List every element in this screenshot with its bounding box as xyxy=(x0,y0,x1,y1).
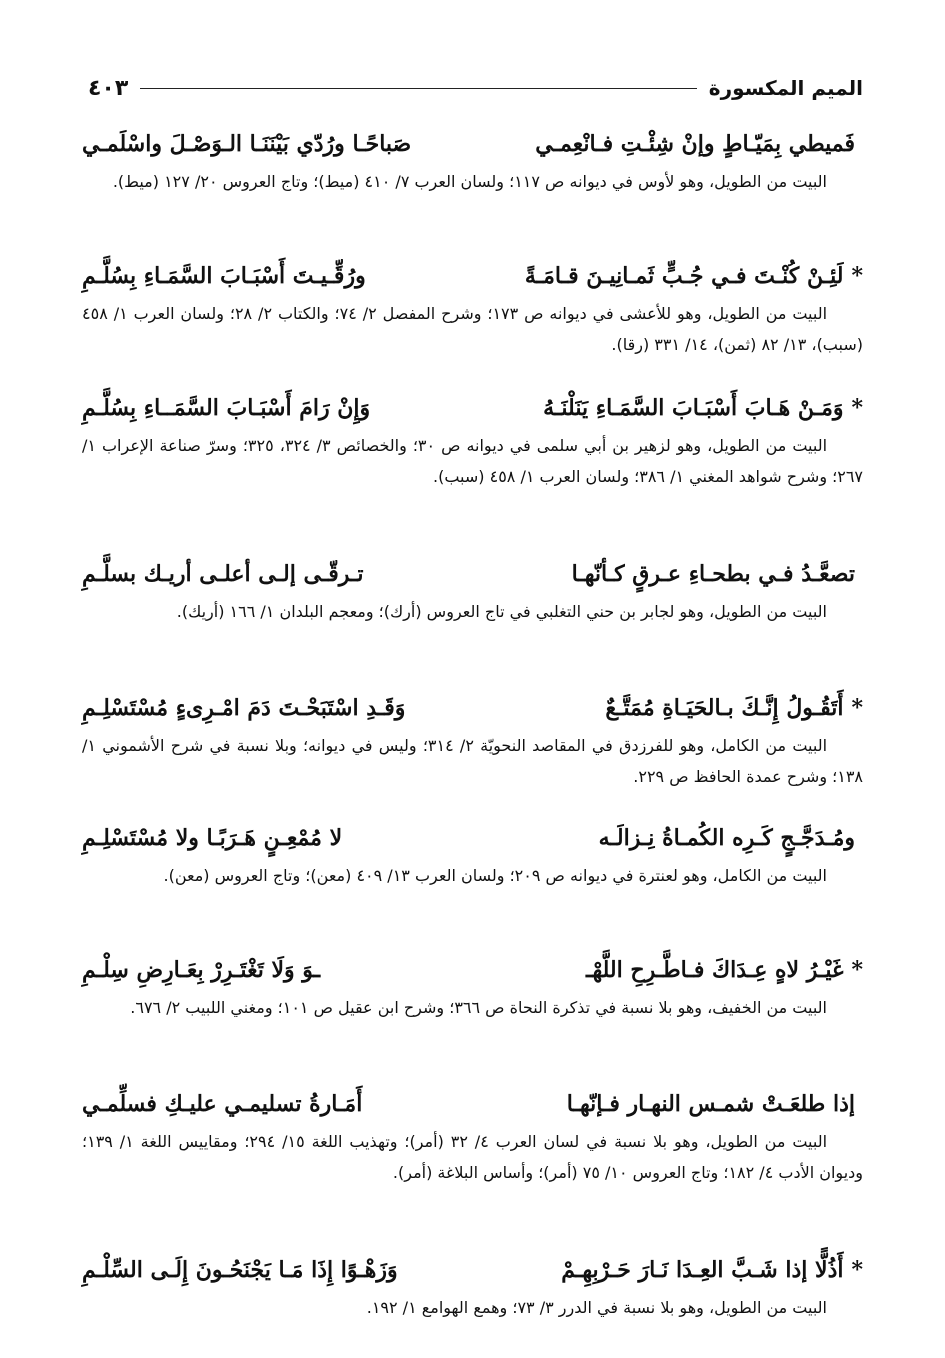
second-hemistich: وَقَـدِ اسْتَبَحْـتَ دَمَ امْـرِىءٍ مُسْتَسْلِـمِ xyxy=(82,695,406,721)
second-hemistich: لا مُمْعِـنٍ هَـرَبًـا ولا مُسْتَسْلِـمِ xyxy=(82,825,343,851)
chapter-title: الميم المكسورة xyxy=(708,76,863,100)
verse-line xyxy=(82,254,863,298)
first-hemistich: لَئِـنْ كُنْـتَ فـي جُـبٍّ ثَمـانِيـنَ قـامَـةً xyxy=(524,263,844,289)
verse-line xyxy=(82,1082,863,1126)
verse-entry xyxy=(82,386,863,552)
first-hemistich: أَذُلًّا إذا شَـبَّ العِـدَا نَـارَ حَـرْبِهِـمْ xyxy=(561,1257,844,1283)
page-number: ٤٠٣ xyxy=(88,75,129,101)
verse-entry xyxy=(82,948,863,1082)
running-header xyxy=(88,68,863,108)
verse-note: البيت من الكامل، وهو للفرزدق في المقاصد النحويّة ٢/ ٣١٤؛ وليس في ديوانه؛ وبلا نسبة في شرح الأشموني ١/ ١٣٨؛ وشرح عمدة الحافظ ص ٢٢٩. xyxy=(82,736,863,786)
verse-entry xyxy=(82,552,863,686)
verse-note: البيت من الطويل، وهو لأوس في ديوانه ص ١١٧؛ ولسان العرب ٧/ ٤١٠ (ميط)؛ وتاج العروس ٢٠/ ١٢٧ (ميط). xyxy=(112,172,827,191)
first-hemistich: إذا طلعَـتْ شمـس النهـار فـإنّهـا xyxy=(566,1091,855,1117)
verse-line xyxy=(82,816,863,860)
verse-line xyxy=(82,122,863,166)
verse-entry xyxy=(82,254,863,386)
first-hemistich: وَمَـنْ هَـابَ أَسْبَـابَ السَّمَـاءِ يَنَلْنَـهُ xyxy=(543,395,844,421)
header-rule xyxy=(140,88,697,89)
verse-marker: * xyxy=(851,957,863,983)
verse-note: البيت من الكامل، وهو لعنترة في ديوانه ص ٢٠٩؛ ولسان العرب ١٣/ ٤٠٩ (معن)؛ وتاج العروس (معن). xyxy=(163,866,827,885)
verse-marker: * xyxy=(851,695,863,721)
first-hemistich: ومُـدَجَّـجٍ كَـرِه الكُمـاةُ نِـزالَـه xyxy=(598,825,855,851)
verse-marker: * xyxy=(851,1257,863,1283)
verse-entry xyxy=(82,122,863,254)
verse-entry xyxy=(82,1082,863,1248)
verse-line xyxy=(82,948,863,992)
second-hemistich: صَباحًـا ورُدّي بَيْنَنَـا الـوَصْـلَ واسْلَمـي xyxy=(82,131,412,157)
second-hemistich: وَإِنْ رَامَ أَسْبَـابَ السَّمَــاءِ بِسُلَّـمِ xyxy=(82,395,371,421)
verse-note: البيت من الطويل، وهو للأعشى في ديوانه ص ١٧٣؛ وشرح المفصل ٢/ ٧٤؛ والكتاب ٢/ ٢٨؛ ولسان العرب ١/ ٤٥٨ (سبب)، ١٣/ ٨٢ (ثمن)، ١٤/ ٣٣١ (رقا). xyxy=(82,304,863,354)
second-hemistich: ـوَ وَلَا تَغْتَـرِرْ بِعَـارِضِ سِلْـمِ xyxy=(82,957,321,983)
second-hemistich: وَزَهْـوًا إِذَا مَـا يَجْنَحُـونَ إِلَـى السِّلْـمِ xyxy=(82,1257,398,1283)
verse-note: البيت من الطويل، وهو بلا نسبة في لسان العرب ٤/ ٣٢ (أمر)؛ وتهذيب اللغة ١٥/ ٢٩٤؛ ومقاييس اللغة ١/ ١٣٩؛ وديوان الأدب ٤/ ١٨٢؛ وتاج العروس ١٠/ ٧٥ (أمر)؛ وأساس البلاغة (أمر). xyxy=(82,1132,863,1182)
first-hemistich: فَميطي بِمَيّـاطٍ وإنْ شِئْـتِ فـانْعِمـي xyxy=(535,131,855,157)
verse-note: البيت من الطويل، وهو لزهير بن أبي سلمى في ديوانه ص ٣٠؛ والخصائص ٣/ ٣٢٤، ٣٢٥؛ وسرّ صناعة الإعراب ١/ ٢٦٧؛ وشرح شواهد المغني ١/ ٣٨٦؛ ولسان العرب ١/ ٤٥٨ (سبب). xyxy=(82,436,863,486)
verse-entry xyxy=(82,816,863,948)
verse-note: البيت من الخفيف، وهو بلا نسبة في تذكرة النحاة ص ٣٦٦؛ وشرح ابن عقيل ص ١٠١؛ ومغني اللبيب ٢/ ٦٧٦. xyxy=(130,998,827,1017)
first-hemistich: تصعَّـدُ فـي بطحـاءِ عـرقٍ كـأنّهـا xyxy=(571,561,855,587)
verse-entry xyxy=(82,686,863,816)
second-hemistich: أَمَـارةُ تسليمـي عليـكِ فسلِّمـي xyxy=(82,1091,363,1117)
verse-line xyxy=(82,686,863,730)
verse-marker: * xyxy=(851,395,863,421)
first-hemistich: أَتَقُـولُ إِنَّـكَ بـالحَيَـاةِ مُمَتَّـعٌ xyxy=(605,695,844,721)
verse-line xyxy=(82,552,863,596)
first-hemistich: غَيْـرُ لاهٍ عِـدَاكَ فـاطَّـرِحِ اللَّهْـ xyxy=(586,957,844,983)
verse-entry xyxy=(82,1248,863,1358)
second-hemistich: تـرقّـى إلـى أعلـى أريـك بسلَّـمِ xyxy=(82,561,364,587)
verse-note: البيت من الطويل، وهو بلا نسبة في الدرر ٣/ ٧٣؛ وهمع الهوامع ١/ ١٩٢. xyxy=(366,1298,827,1317)
verse-note: البيت من الطويل، وهو لجابر بن حني التغلبي في تاج العروس (أرك)؛ ومعجم البلدان ١/ ١٦٦ (أريك). xyxy=(176,602,827,621)
second-hemistich: ورُقِّـيـتَ أَسْبَـابَ السَّمَـاءِ بِسُلَّـمِ xyxy=(82,263,366,289)
verse-line xyxy=(82,1248,863,1292)
page-body xyxy=(82,122,863,1358)
verse-marker: * xyxy=(851,263,863,289)
verse-line xyxy=(82,386,863,430)
